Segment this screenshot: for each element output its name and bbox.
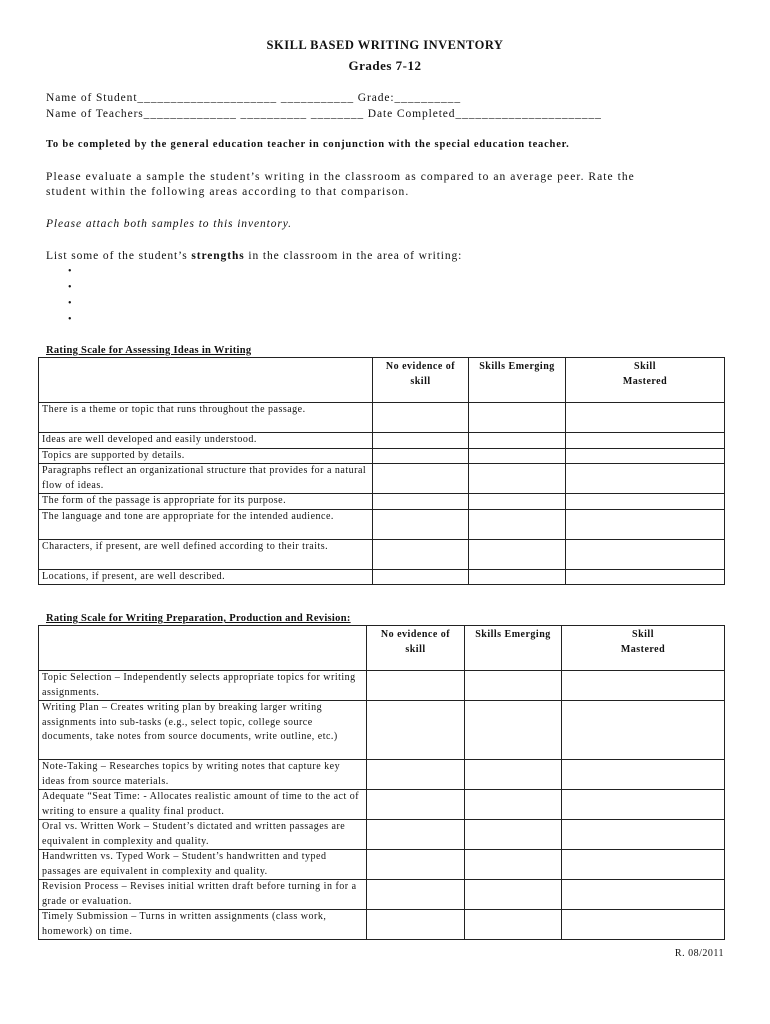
table1-row-2-label: Ideas are well developed and easily understood.	[39, 433, 373, 449]
student-name-grade-line[interactable]: Name of Student_____________________ ___________ Grade:__________	[46, 92, 461, 104]
table2-row-6-mastered[interactable]	[562, 850, 725, 880]
table2-header-no-evidence: No evidence of skill	[367, 626, 465, 671]
table2-row-7-label: Revision Process – Revises initial written draft before turning in for a grade or evaluation.	[39, 880, 367, 910]
table2-row-1-no-evidence[interactable]	[367, 671, 465, 701]
table2-blank-header	[39, 626, 367, 671]
table2-row-5-emerging[interactable]	[465, 820, 562, 850]
table2-row-5-mastered[interactable]	[562, 820, 725, 850]
instruction-attach: Please attach both samples to this inventory.	[46, 218, 292, 230]
table1-row-1-no-evidence[interactable]	[373, 403, 469, 433]
table1-header-mastered: Skill Mastered	[566, 358, 725, 403]
table2-row-1-label: Topic Selection – Independently selects appropriate topics for writing assignments.	[39, 671, 367, 701]
table1-row-6-no-evidence[interactable]	[373, 509, 469, 539]
document-subtitle: Grades 7-12	[348, 58, 422, 73]
table2-row-1-mastered[interactable]	[562, 671, 725, 701]
table2-row-4-emerging[interactable]	[465, 790, 562, 820]
table2-row-5-no-evidence[interactable]	[367, 820, 465, 850]
table2-row-3-label: Note-Taking – Researches topics by writing notes that capture key ideas from source materials.	[39, 760, 367, 790]
document-title: SKILL BASED WRITING INVENTORY	[266, 38, 504, 52]
instruction-bold-note: To be completed by the general education teacher in conjunction with the special education teacher.	[46, 139, 570, 150]
table2-row-1-emerging[interactable]	[465, 671, 562, 701]
table1-row-4-no-evidence[interactable]	[373, 464, 469, 494]
table1-row-8-label: Locations, if present, are well described.	[39, 569, 373, 585]
table2-row-3-no-evidence[interactable]	[367, 760, 465, 790]
strength-bullet-1[interactable]: •	[68, 266, 72, 277]
table1-row-3-label: Topics are supported by details.	[39, 448, 373, 464]
table1-row-4-emerging[interactable]	[469, 464, 566, 494]
table2-row-7-no-evidence[interactable]	[367, 880, 465, 910]
table2-row-8-no-evidence[interactable]	[367, 910, 465, 940]
strengths-prompt-bold: strengths	[191, 250, 245, 262]
table1-row-7-label: Characters, if present, are well defined according to their traits.	[39, 539, 373, 569]
strengths-prompt-start: List some of the student’s	[46, 250, 192, 262]
table1-row-6-label: The language and tone are appropriate for the intended audience.	[39, 509, 373, 539]
table2-header-emerging: Skills Emerging	[465, 626, 562, 671]
table2-row-2-label: Writing Plan – Creates writing plan by breaking larger writing assignments into sub-tasks (e.g., select topic, college source documents, take notes from source documents, write outline, etc.)	[39, 701, 367, 760]
strengths-prompt	[46, 250, 462, 262]
table1-title: Rating Scale for Assessing Ideas in Writing	[46, 345, 252, 356]
strengths-prompt-end: in the classroom in the area of writing:	[244, 250, 463, 262]
instruction-evaluate-line-1: Please evaluate a sample the student’s writing in the classroom as compared to an average peer. Rate the	[46, 171, 635, 183]
table1-row-7-no-evidence[interactable]	[373, 539, 469, 569]
table2-title: Rating Scale for Writing Preparation, Production and Revision:	[46, 613, 351, 624]
table2-row-6-emerging[interactable]	[465, 850, 562, 880]
table2-row-5-label: Oral vs. Written Work – Student’s dictated and written passages are equivalent in complexity and quality.	[39, 820, 367, 850]
strength-bullet-4[interactable]: •	[68, 314, 72, 325]
table2-row-3-emerging[interactable]	[465, 760, 562, 790]
table2-row-3-mastered[interactable]	[562, 760, 725, 790]
table1-row-8-mastered[interactable]	[566, 569, 725, 585]
table1-row-6-emerging[interactable]	[469, 509, 566, 539]
table2-row-6-label: Handwritten vs. Typed Work – Student’s handwritten and typed passages are equivalent in complexity and quality.	[39, 850, 367, 880]
table1-row-2-mastered[interactable]	[566, 433, 725, 449]
teachers-date-line[interactable]: Name of Teachers______________ __________ ________ Date Completed______________________	[46, 108, 602, 120]
table2-row-8-label: Timely Submission – Turns in written assignments (class work, homework) on time.	[39, 910, 367, 940]
preparation-rating-table	[38, 625, 725, 940]
table1-row-8-no-evidence[interactable]	[373, 569, 469, 585]
instruction-evaluate-line-2: student within the following areas according to that comparison.	[46, 186, 410, 198]
table2-row-2-no-evidence[interactable]	[367, 701, 465, 760]
table1-header-no-evidence: No evidence of skill	[373, 358, 469, 403]
table1-row-5-mastered[interactable]	[566, 494, 725, 510]
ideas-rating-table	[38, 357, 725, 585]
table1-row-3-no-evidence[interactable]	[373, 448, 469, 464]
table1-blank-header	[39, 358, 373, 403]
table2-row-4-mastered[interactable]	[562, 790, 725, 820]
revision-date: R. 08/2011	[674, 948, 724, 959]
table2-row-7-emerging[interactable]	[465, 880, 562, 910]
table1-row-1-label: There is a theme or topic that runs throughout the passage.	[39, 403, 373, 433]
table1-row-7-mastered[interactable]	[566, 539, 725, 569]
table1-row-8-emerging[interactable]	[469, 569, 566, 585]
table2-row-4-no-evidence[interactable]	[367, 790, 465, 820]
table2-row-2-emerging[interactable]	[465, 701, 562, 760]
table1-header-emerging: Skills Emerging	[469, 358, 566, 403]
table1-row-4-mastered[interactable]	[566, 464, 725, 494]
strength-bullet-3[interactable]: •	[68, 298, 72, 309]
table1-row-4-label: Paragraphs reflect an organizational structure that provides for a natural flow of ideas.	[39, 464, 373, 494]
table2-row-8-mastered[interactable]	[562, 910, 725, 940]
table2-row-6-no-evidence[interactable]	[367, 850, 465, 880]
table1-row-1-mastered[interactable]	[566, 403, 725, 433]
table1-row-6-mastered[interactable]	[566, 509, 725, 539]
table2-row-7-mastered[interactable]	[562, 880, 725, 910]
table1-row-5-no-evidence[interactable]	[373, 494, 469, 510]
table1-row-3-mastered[interactable]	[566, 448, 725, 464]
table1-row-5-label: The form of the passage is appropriate for its purpose.	[39, 494, 373, 510]
table1-row-5-emerging[interactable]	[469, 494, 566, 510]
table1-row-7-emerging[interactable]	[469, 539, 566, 569]
table1-row-2-emerging[interactable]	[469, 433, 566, 449]
table2-row-8-emerging[interactable]	[465, 910, 562, 940]
table1-row-3-emerging[interactable]	[469, 448, 566, 464]
table2-row-4-label: Adequate “Seat Time: - Allocates realistic amount of time to the act of writing to ensure a quality final product.	[39, 790, 367, 820]
strength-bullet-2[interactable]: •	[68, 282, 72, 293]
table1-row-2-no-evidence[interactable]	[373, 433, 469, 449]
table2-row-2-mastered[interactable]	[562, 701, 725, 760]
table2-header-mastered: Skill Mastered	[562, 626, 725, 671]
table1-row-1-emerging[interactable]	[469, 403, 566, 433]
